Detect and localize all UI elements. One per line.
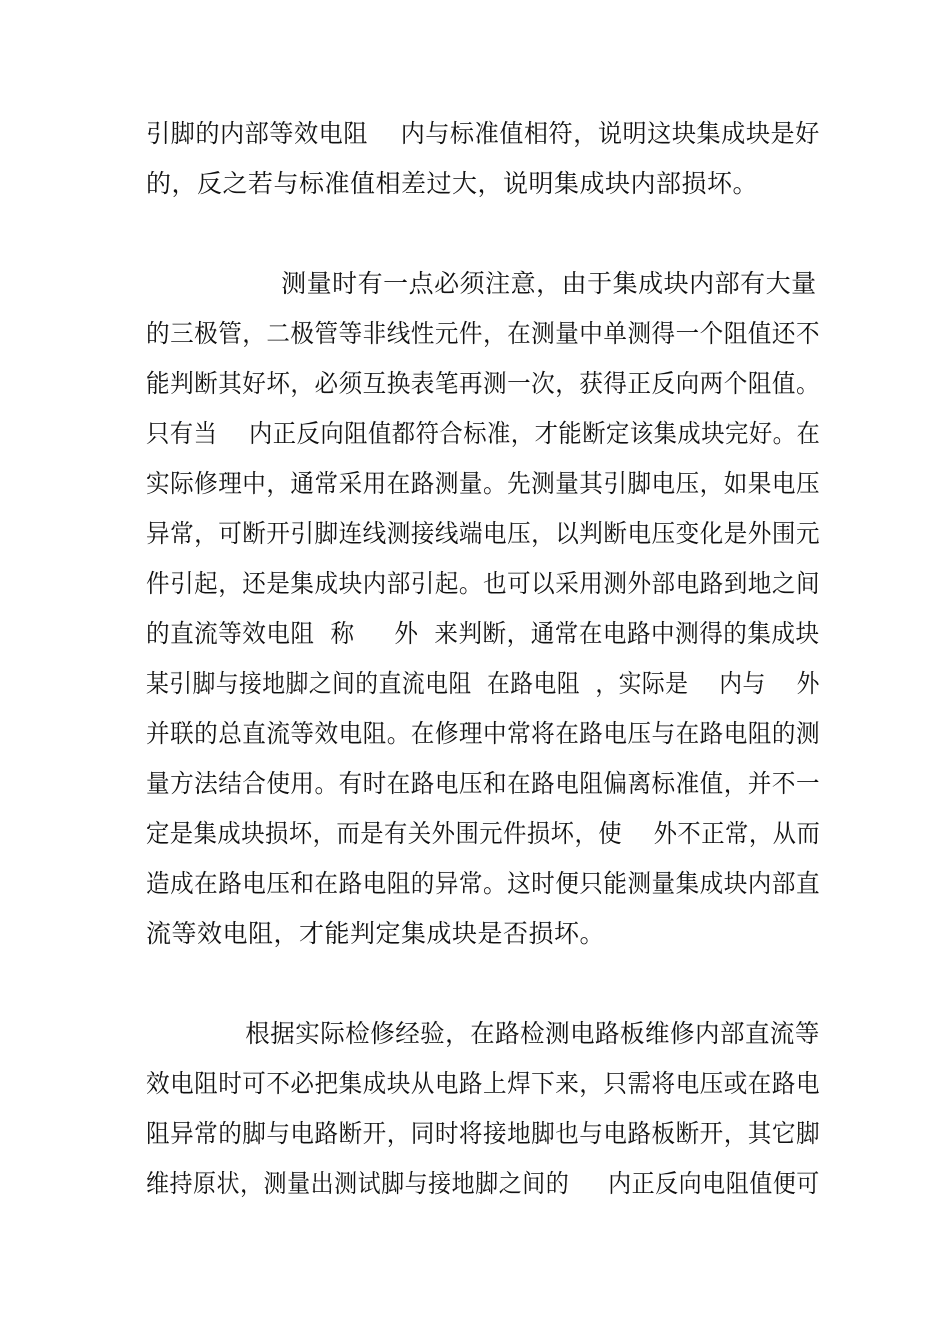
text-line: 某引脚与接地脚之间的直流电阻 在路电阻 ，实际是 内与 外 xyxy=(146,669,820,698)
text-line: 实际修理中，通常采用在路测量。先测量其引脚电压，如果电压 xyxy=(146,469,821,498)
text-line: 的三极管，二极管等非线性元件，在测量中单测得一个阻值还不 xyxy=(146,319,821,348)
text-line: 引脚的内部等效电阻 内与标准值相符，说明这块集成块是好 xyxy=(146,119,820,148)
text-line: 维持原状，测量出测试脚与接地脚之间的 内正反向电阻值便可 xyxy=(146,1169,820,1198)
text-line: 测量时有一点必须注意，由于集成块内部有大量 xyxy=(146,269,817,298)
text-line: 能判断其好坏，必须互换表笔再测一次，获得正反向两个阻值。 xyxy=(146,369,821,398)
text-line: 造成在路电压和在路电阻的异常。这时便只能测量集成块内部直 xyxy=(146,869,821,898)
text-line: 效电阻时可不必把集成块从电路上焊下来，只需将电压或在路电 xyxy=(146,1069,821,1098)
text-line: 件引起，还是集成块内部引起。也可以采用测外部电路到地之间 xyxy=(146,569,821,598)
text-line: 定是集成块损坏，而是有关外围元件损坏，使 外不正常，从而 xyxy=(146,819,821,848)
text-line: 根据实际检修经验，在路检测电路板维修内部直流等 xyxy=(146,1019,820,1048)
text-line: 只有当 内正反向阻值都符合标准，才能断定该集成块完好。在 xyxy=(146,419,821,448)
text-line: 异常，可断开引脚连线测接线端电压，以判断电压变化是外围元 xyxy=(146,519,821,548)
text-line: 阻异常的脚与电路断开，同时将接地脚也与电路板断开，其它脚 xyxy=(146,1119,821,1148)
text-line: 并联的总直流等效电阻。在修理中常将在路电压与在路电阻的测 xyxy=(146,719,821,748)
text-line: 的，反之若与标准值相差过大，说明集成块内部损坏。 xyxy=(146,169,759,198)
text-line: 的直流等效电阻 称 外 来判断，通常在电路中测得的集成块 xyxy=(146,619,820,648)
text-line: 量方法结合使用。有时在路电压和在路电阻偏离标准值，并不一 xyxy=(146,769,821,798)
text-line: 流等效电阻，才能判定集成块是否损坏。 xyxy=(146,919,606,948)
